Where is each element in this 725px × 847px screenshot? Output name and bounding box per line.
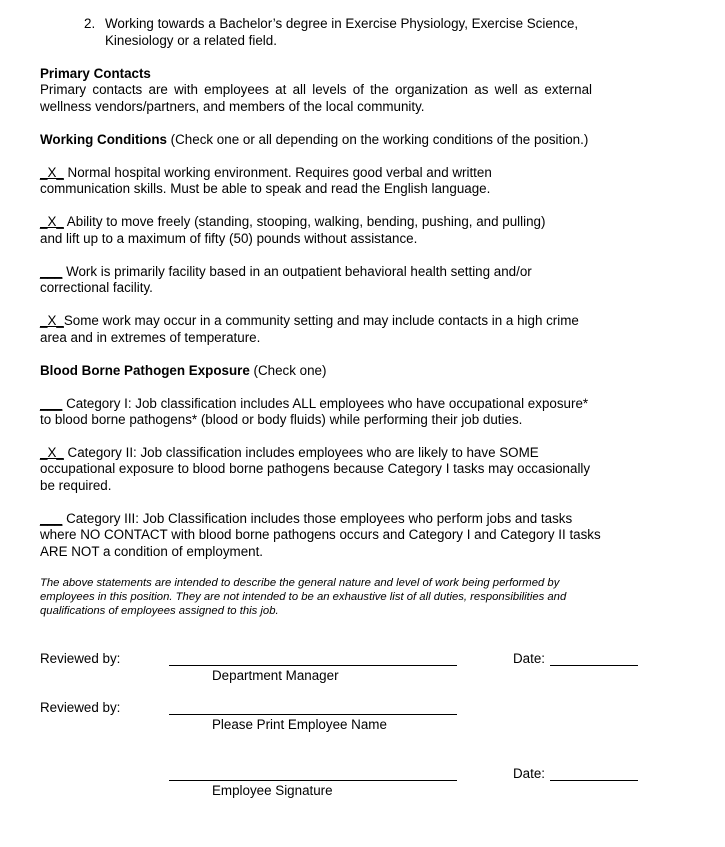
checkbox-mark: ___	[40, 264, 63, 279]
list-number: 2.	[84, 16, 96, 31]
checkbox-mark: ___	[40, 396, 63, 411]
primary-contacts-text: wellness vendors/partners, and members of the local community.	[40, 99, 425, 114]
employee-signature-line[interactable]	[169, 780, 457, 781]
working-conditions-instruction: (Check one or all depending on the working conditions of the position.)	[166, 132, 589, 147]
category-item	[40, 511, 572, 527]
print-employee-name-caption: Please Print Employee Name	[212, 717, 387, 732]
condition-text: Ability to move freely (standing, stooping, walking, bending, pushing, and pulling)	[63, 214, 546, 229]
working-conditions-heading: Working Conditions	[40, 132, 167, 147]
date-line[interactable]	[550, 780, 638, 781]
checkbox-mark: _X_	[40, 214, 64, 229]
category-text: Category III: Job Classification includes those employees who perform jobs and tasks	[62, 511, 573, 526]
disclaimer-text: The above statements are intended to describe the general nature and level of work being performed by	[40, 577, 560, 589]
category-text: to blood borne pathogens* (blood or body fluids) while performing their job duties.	[40, 412, 523, 427]
pathogen-heading: Blood Borne Pathogen Exposure	[40, 363, 250, 378]
condition-text: Work is primarily facility based in an outpatient behavioral health setting and/or	[62, 264, 532, 279]
condition-text: correctional facility.	[40, 280, 153, 295]
category-text: where NO CONTACT with blood borne pathogens occurs and Category I and Category II tasks	[40, 527, 601, 542]
category-text: be required.	[40, 478, 112, 493]
condition-item	[40, 214, 545, 230]
primary-contacts-heading: Primary Contacts	[40, 66, 151, 81]
condition-text: and lift up to a maximum of fifty (50) pounds without assistance.	[40, 231, 418, 246]
pathogen-heading-line	[40, 363, 326, 379]
date-label: Date:	[513, 766, 546, 781]
category-text: occupational exposure to blood borne pathogens because Category I tasks may occasionally	[40, 461, 591, 476]
working-conditions-heading-line	[40, 132, 588, 148]
manager-signature-line[interactable]	[169, 665, 457, 666]
date-label: Date:	[513, 651, 546, 666]
requirement-line: Kinesiology or a related field.	[105, 33, 277, 48]
condition-item	[40, 264, 532, 280]
reviewed-by-label: Reviewed by:	[40, 651, 121, 666]
category-item	[40, 445, 539, 461]
reviewed-by-label: Reviewed by:	[40, 700, 121, 715]
checkbox-mark: _X_	[40, 313, 64, 328]
requirement-line: Working towards a Bachelor’s degree in Exercise Physiology, Exercise Science,	[105, 16, 579, 31]
checkbox-mark: _X_	[40, 165, 64, 180]
category-item	[40, 396, 588, 412]
category-text: Category I: Job classification includes ALL employees who have occupational exposure*	[62, 396, 589, 411]
employee-name-line[interactable]	[169, 714, 457, 715]
date-line[interactable]	[550, 665, 638, 666]
disclaimer-text: employees in this position. They are not intended to be an exhaustive list of all duties, responsibilities and	[40, 591, 567, 603]
disclaimer-text: qualifications of employees assigned to this job.	[40, 605, 279, 617]
category-text: ARE NOT a condition of employment.	[40, 544, 264, 559]
condition-text: communication skills. Must be able to speak and read the English language.	[40, 181, 491, 196]
condition-item	[40, 165, 566, 181]
checkbox-mark: ___	[40, 511, 63, 526]
condition-item	[40, 313, 579, 329]
checkbox-mark: _X_	[40, 445, 64, 460]
department-manager-caption: Department Manager	[212, 668, 339, 683]
pathogen-instruction: (Check one)	[249, 363, 327, 378]
primary-contacts-text: Primary contacts are with employees at all levels of the organization as well as external	[40, 82, 592, 97]
employee-signature-caption: Employee Signature	[212, 783, 333, 798]
condition-text: Some work may occur in a community setting and may include contacts in a high crime	[63, 313, 579, 328]
category-text: Category II: Job classification includes employees who are likely to have SOME	[63, 445, 539, 460]
condition-text: Normal hospital working environment. Requires good verbal and written	[63, 165, 492, 180]
condition-text: area and in extremes of temperature.	[40, 330, 261, 345]
